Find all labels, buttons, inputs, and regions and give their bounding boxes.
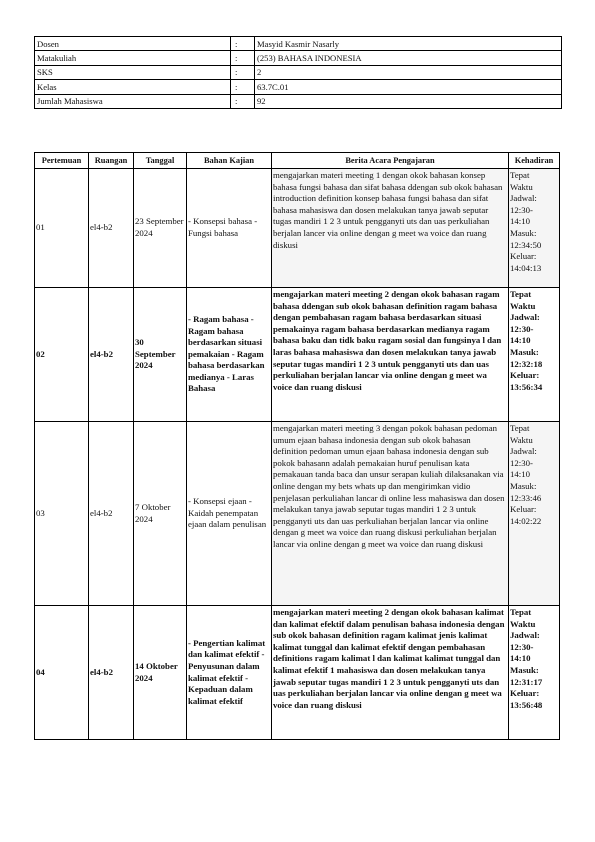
info-label: Jumlah Mahasiswa <box>35 94 231 108</box>
kehadiran-line: Keluar: <box>510 504 537 515</box>
kehadiran-line: 13:56:48 <box>510 699 543 710</box>
cell-pertemuan: 04 <box>35 606 89 740</box>
kehadiran-line: Masuk: <box>510 227 537 238</box>
info-separator: : <box>231 51 255 65</box>
kehadiran-line: 12:30- <box>510 323 534 334</box>
cell-kehadiran <box>509 606 560 740</box>
kehadiran-line: Waktu <box>510 618 536 629</box>
cell-kehadiran <box>509 288 560 422</box>
kehadiran-line: 12:33:46 <box>510 492 542 503</box>
header-ruangan: Ruangan <box>89 153 134 169</box>
kehadiran-line: 12:32:18 <box>510 358 543 369</box>
kehadiran-line: Jadwal: <box>510 312 540 323</box>
cell-berita-acara: mengajarkan materi meeting 2 dengan okok bahasan ragam bahasa ddengan sub okok bahasan definition ragam bahasa dengan pembahasan ragam bahasa berdasarkan situasi pemakainya ragam bahasa berdasarkan medianya ragam bahasa baku dan tidk baku ragam sosial dan fungsinya l dan laras bahasa mahasiswa dan dosen melakukan tanya jawab seputar tugas mandiri 1 2 3 untuk pengganyti uts dan uas perkuliahan berjalan lancar via online dengan g meet wa voice dan ruang diskusi <box>272 288 509 422</box>
kehadiran-line: Tepat <box>510 607 532 617</box>
cell-ruangan: el4-b2 <box>89 422 134 606</box>
cell-tanggal: 14 Oktober 2024 <box>134 606 187 740</box>
kehadiran-line: Jadwal: <box>510 446 537 457</box>
info-separator: : <box>231 65 255 79</box>
cell-kehadiran <box>509 422 560 606</box>
cell-ruangan: el4-b2 <box>89 288 134 422</box>
info-row-jumlah-mahasiswa <box>35 94 562 108</box>
cell-pertemuan: 02 <box>35 288 89 422</box>
info-label: Dosen <box>35 37 231 51</box>
cell-bahan-kajian: - Ragam bahasa - Ragam bahasa berdasarkan situasi pemakaian - Ragam bahasa berdasarkan medianya - Laras Bahasa <box>187 288 272 422</box>
table-row <box>35 606 560 740</box>
kehadiran-line: 14:10 <box>510 469 531 480</box>
kehadiran-line: Masuk: <box>510 664 539 675</box>
kehadiran-line: 12:30- <box>510 641 534 652</box>
kehadiran-line: 12:30- <box>510 457 533 468</box>
info-value: 92 <box>255 94 562 108</box>
cell-kehadiran <box>509 169 560 288</box>
table-row <box>35 288 560 422</box>
kehadiran-line: 12:31:17 <box>510 676 543 687</box>
kehadiran-line: 12:30- <box>510 204 533 215</box>
cell-pertemuan: 01 <box>35 169 89 288</box>
cell-ruangan: el4-b2 <box>89 169 134 288</box>
kehadiran-line: Tepat <box>510 289 532 299</box>
kehadiran-line: Masuk: <box>510 346 539 357</box>
info-label: SKS <box>35 65 231 79</box>
table-header-row <box>35 153 560 169</box>
kehadiran-line: 14:04:13 <box>510 262 542 273</box>
info-row-matakuliah <box>35 51 562 65</box>
kehadiran-line: Tepat <box>510 170 530 180</box>
kehadiran-line: Waktu <box>510 434 533 445</box>
cell-tanggal: 23 September 2024 <box>134 169 187 288</box>
info-label: Kelas <box>35 80 231 94</box>
header-bahan-kajian: Bahan Kajian <box>187 153 272 169</box>
header-tanggal: Tanggal <box>134 153 187 169</box>
cell-tanggal: 30 September 2024 <box>134 288 187 422</box>
info-separator: : <box>231 80 255 94</box>
kehadiran-line: 14:10 <box>510 216 531 227</box>
cell-bahan-kajian: - Konsepsi bahasa - Fungsi bahasa <box>187 169 272 288</box>
kehadiran-line: Masuk: <box>510 480 537 491</box>
cell-ruangan: el4-b2 <box>89 606 134 740</box>
kehadiran-line: Tepat <box>510 423 530 433</box>
kehadiran-line: 13:56:34 <box>510 381 543 392</box>
table-row <box>35 169 560 288</box>
cell-bahan-kajian: - Pengertian kalimat dan kalimat efektif - Penyusunan dalam kalimat efektif - Kepaduan dalam kalimat efektif <box>187 606 272 740</box>
kehadiran-line: 14:02:22 <box>510 515 542 526</box>
cell-berita-acara: mengajarkan materi meeting 1 dengan okok bahasan konsep bahasa fungsi bahasa dan sifat bahasa ddengan sub okok bahasan introduction definition konsep bahasa fungsi bahasa dan sifat bahasa mahasiswa dan dosen melakukan tanya jawab seputar tugas mandiri 1 2 3 untuk pengganyti uts dan uas perkuliahan berjalan lancer via online dengan g meet wa voice dan ruang diskusi <box>272 169 509 288</box>
course-info-table <box>34 36 562 109</box>
header-kehadiran: Kehadiran <box>509 153 560 169</box>
info-separator: : <box>231 94 255 108</box>
kehadiran-line: 14:10 <box>510 335 531 346</box>
kehadiran-line: Jadwal: <box>510 193 537 204</box>
info-value: (253) BAHASA INDONESIA <box>255 51 562 65</box>
cell-berita-acara: mengajarkan materi meeting 3 dengan pokok bahasan pedoman umum ejaan bahasa indonesia dengan sub okok bahasan definition pedoman umun ejaan bahasa indonesia dengan sub pokok bahasann adalah pemakaian huruf penulisan kata pemakauan tanda baca dan unsur serapan kuliah dilaksanakan via online dengan my bets whats up dan mengirimkan vidio penjelasan perkuliahan lancar di online less mahasiswa dan dosen melakukan tanya jawab seputar tugas mandiri 1 2 3 untuk pengganyti uts dan uas perkuliahan berjalan lancar via online dengan g meet wa voice dan ruang diskusi perkuliahan berjalan lancar via online dengan g meet wa voice dan ruang diskusi <box>272 422 509 606</box>
cell-berita-acara: mengajarkan materi meeting 2 dengan okok bahasan kalimat dan kalimat efektif dalam penulisan bahasa indonesia dengan sub okok bahasan definition ragam kalimat jenis kalimat kalimat tunggal dan kalimat efektif dengan pembahasan definitions ragam kalimat l dan kalimat kalimat tunggal dan kalimat efektif 1 mahasiswa dan dosen melakukan tanya jawab seputar tugas mandiri 1 2 3 untuk pengganyti uts dan uas perkuliahan berjalan lancar via online dengan g meet wa voice dan ruang diskusi <box>272 606 509 740</box>
kehadiran-line: Waktu <box>510 181 533 192</box>
info-row-kelas <box>35 80 562 94</box>
header-pertemuan: Pertemuan <box>35 153 89 169</box>
attendance-table <box>34 152 560 740</box>
info-label: Matakuliah <box>35 51 231 65</box>
kehadiran-line: Waktu <box>510 300 536 311</box>
info-value: 2 <box>255 65 562 79</box>
cell-bahan-kajian: - Konsepsi ejaan - Kaidah penempatan ejaan dalam penulisan <box>187 422 272 606</box>
info-value: Masyid Kasmir Nasarly <box>255 37 562 51</box>
cell-pertemuan: 03 <box>35 422 89 606</box>
info-value: 63.7C.01 <box>255 80 562 94</box>
kehadiran-line: Keluar: <box>510 370 540 381</box>
header-berita-acara: Berita Acara Pengajaran <box>272 153 509 169</box>
kehadiran-line: 14:10 <box>510 653 531 664</box>
cell-tanggal: 7 Oktober 2024 <box>134 422 187 606</box>
kehadiran-line: Keluar: <box>510 688 540 699</box>
table-row <box>35 422 560 606</box>
kehadiran-line: Keluar: <box>510 251 537 262</box>
info-row-dosen <box>35 37 562 51</box>
kehadiran-line: 12:34:50 <box>510 239 542 250</box>
kehadiran-line: Jadwal: <box>510 630 540 641</box>
info-separator: : <box>231 37 255 51</box>
info-row-sks <box>35 65 562 79</box>
